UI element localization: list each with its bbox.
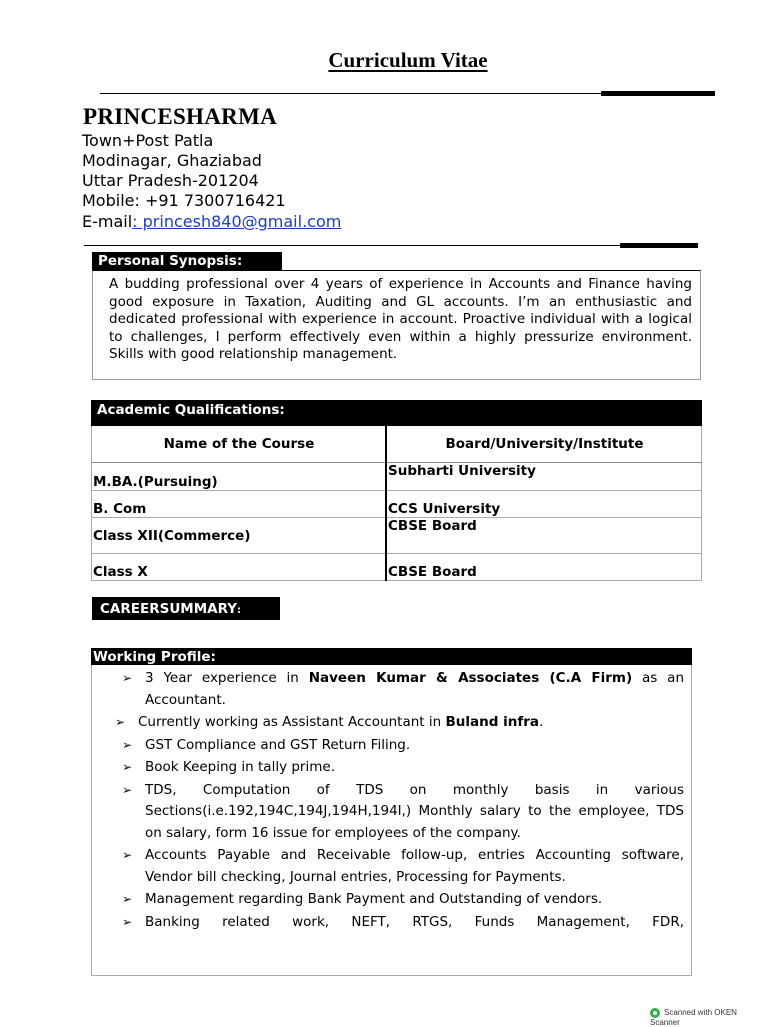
list-item (92, 912, 684, 934)
employer-name: Naveen Kumar & Associates (C.A Firm) (308, 670, 633, 686)
table-row (92, 554, 702, 581)
contact-divider-accent (620, 243, 698, 248)
arrow-bullet-icon: ➢ (122, 782, 133, 797)
list-item (92, 780, 684, 845)
list-item-text: Currently working as Assistant Accountant in (138, 714, 446, 730)
list-item (92, 757, 684, 779)
mobile-number: Mobile: +91 7300716421 (82, 191, 286, 210)
address-line-2: Modinagar, Ghaziabad (82, 151, 262, 170)
working-profile-box (91, 665, 692, 976)
arrow-bullet-icon: ➢ (122, 671, 133, 685)
course-cell: M.BA.(Pursuing) (92, 463, 387, 491)
document-title: Curriculum Vitae (328, 48, 488, 72)
arrow-bullet-icon: ➢ (122, 760, 133, 774)
list-item-text: Banking related work, NEFT, RTGS, Funds Management, FDR, (145, 913, 684, 930)
list-item-text: Book Keeping in tally prime. (145, 759, 335, 775)
email-link[interactable]: : princesh840@gmail.com (132, 212, 342, 231)
list-item (92, 889, 684, 911)
course-cell: Class XII(Commerce) (92, 518, 387, 554)
address-line-1: Town+Post Patla (82, 131, 214, 150)
list-item (92, 668, 684, 711)
list-item-text: TDS, Computation of TDS on monthly basis in various Sections(i.e.192,194C,194J,194H,194I,) Monthly salary to the employee, TDS on salary, form 16 issue for employees of the company. (145, 781, 684, 841)
board-cell: Subharti University (386, 463, 702, 491)
list-item-text: Accounts Payable and Receivable follow-up, entries Accounting software, Vendor bill checking, Journal entries, Processing for Payments. (145, 847, 684, 885)
scanner-text: Scanned with OKEN Scanner (650, 1008, 737, 1027)
arrow-bullet-icon: ➢ (122, 848, 133, 862)
career-summary-heading-text: CAREERSUMMARY (100, 601, 238, 617)
course-cell: B. Com (92, 491, 387, 518)
scanner-logo-icon (650, 1008, 660, 1018)
address-line-3: Uttar Pradesh-201204 (82, 171, 259, 190)
email-label: E-mail (82, 212, 133, 231)
synopsis-heading: Personal Synopsis: (92, 252, 282, 271)
arrow-bullet-icon: ➢ (122, 737, 133, 752)
list-item (92, 735, 684, 757)
academic-heading: Academic Qualifications: (91, 400, 702, 426)
board-cell: CBSE Board (386, 554, 702, 581)
list-item-text: 3 Year experience in (145, 670, 309, 686)
list-item (92, 712, 684, 734)
employer-name: Buland infra (445, 714, 539, 730)
academic-table (91, 426, 702, 581)
table-row (92, 463, 702, 491)
synopsis-text: A budding professional over 4 years of experience in Accounts and Finance having good exposure in Taxation, Auditing and GL accounts. I’m an enthusiastic and dedicated professional with experience in account. Proactive individual with a logical to challenges, I perform effectively even within a highly pressurize environment. Skills with good relationship management. (92, 270, 701, 380)
course-cell: Class X (92, 554, 387, 581)
list-item (92, 845, 684, 888)
career-summary-colon: : (237, 605, 242, 616)
career-summary-heading (92, 597, 280, 620)
scanner-watermark (650, 1008, 768, 1027)
candidate-name: PRINCESHARMA (83, 104, 277, 129)
contact-divider (84, 245, 698, 246)
arrow-bullet-icon: ➢ (122, 914, 133, 929)
table-header-row (92, 426, 702, 463)
board-cell: CCS University (386, 491, 702, 518)
column-header-course: Name of the Course (92, 426, 387, 463)
list-item-text: as an Accountant. (145, 670, 685, 708)
arrow-bullet-icon: ➢ (122, 892, 133, 906)
table-row (92, 518, 702, 554)
working-profile-list (92, 665, 691, 933)
board-cell: CBSE Board (386, 518, 702, 554)
title-divider-accent (601, 91, 715, 96)
list-item-text: Management regarding Bank Payment and Outstanding of vendors. (145, 891, 603, 907)
column-header-board: Board/University/Institute (386, 426, 702, 463)
email-line (82, 212, 341, 232)
arrow-bullet-icon: ➢ (115, 715, 126, 729)
list-item-text: GST Compliance and GST Return Filing. (145, 736, 411, 753)
working-profile-heading: Working Profile: (91, 648, 692, 665)
table-row (92, 491, 702, 518)
list-item-text: . (538, 714, 544, 730)
